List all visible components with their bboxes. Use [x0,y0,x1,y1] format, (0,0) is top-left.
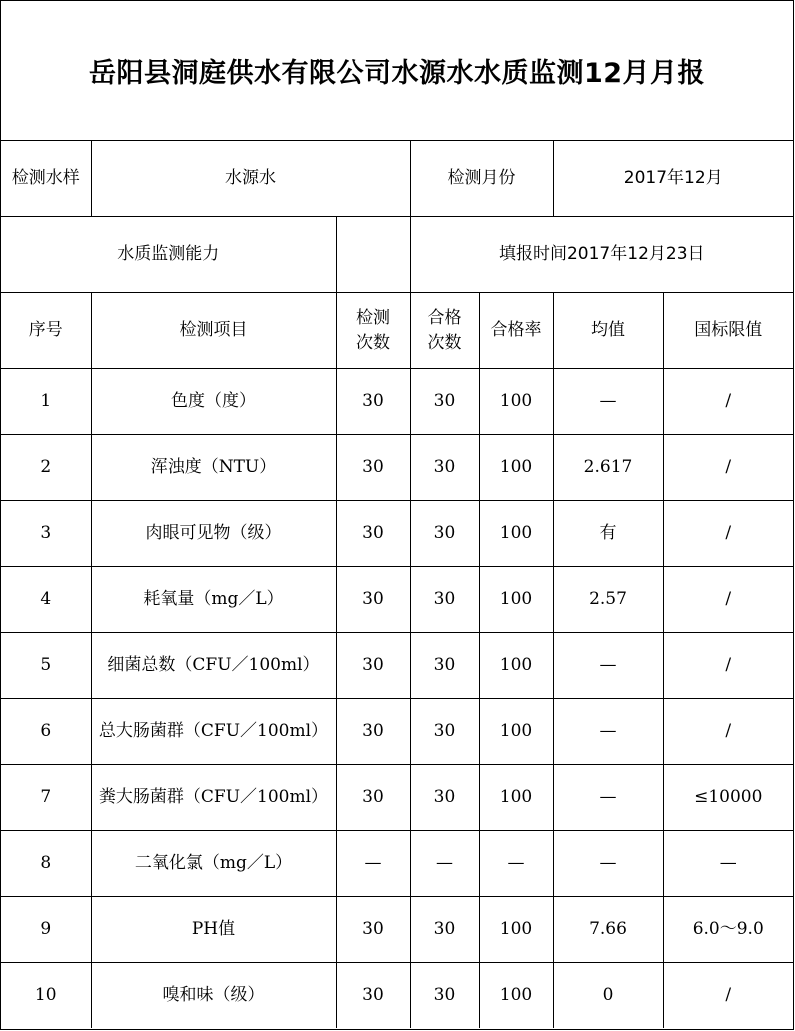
row-limit: — [663,831,793,897]
header-tests-line2: 次数 [356,332,390,353]
row-mean: 有 [553,501,663,567]
row-rate: 100 [479,699,553,765]
row-item: 粪大肠菌群（CFU／100ml） [91,765,336,831]
row-item: 肉眼可见物（级） [91,501,336,567]
row-rate: 100 [479,567,553,633]
row-limit: / [663,501,793,567]
row-mean: — [553,633,663,699]
row-tests: 30 [336,369,410,435]
row-limit: / [663,369,793,435]
header-pass [410,293,479,369]
row-item: 二氧化氯（mg／L） [91,831,336,897]
header-item: 检测项目 [91,293,336,369]
table-row [1,369,793,435]
sample-label: 检测水样 [1,141,91,217]
header-mean: 均值 [553,293,663,369]
table-row [1,765,793,831]
row-item: 细菌总数（CFU／100ml） [91,633,336,699]
info-row-sample [1,141,793,217]
row-mean: 2.57 [553,567,663,633]
row-pass: 30 [410,501,479,567]
row-mean: 0 [553,963,663,1029]
row-mean: — [553,831,663,897]
header-row [1,293,793,369]
header-tests [336,293,410,369]
fill-time: 填报时间2017年12月23日 [410,217,793,293]
row-limit: / [663,435,793,501]
row-tests: 30 [336,501,410,567]
report-title: 岳阳县洞庭供水有限公司水源水水质监测12月月报 [1,1,793,141]
month-value: 2017年12月 [553,141,793,217]
row-mean: 7.66 [553,897,663,963]
row-limit: / [663,699,793,765]
row-tests: 30 [336,963,410,1029]
header-limit: 国标限值 [663,293,793,369]
row-tests: 30 [336,633,410,699]
capability-label: 水质监测能力 [1,217,336,293]
table-row [1,897,793,963]
header-pass-line2: 次数 [427,332,462,353]
row-item: PH值 [91,897,336,963]
row-tests: 30 [336,765,410,831]
row-pass: 30 [410,699,479,765]
row-no: 7 [1,765,91,831]
row-mean: — [553,699,663,765]
row-mean: 2.617 [553,435,663,501]
row-pass: 30 [410,435,479,501]
table-row [1,699,793,765]
row-rate: 100 [479,963,553,1029]
report-table [1,141,793,1028]
row-rate: — [479,831,553,897]
row-mean: — [553,765,663,831]
table-row [1,435,793,501]
header-no: 序号 [1,293,91,369]
row-tests: 30 [336,435,410,501]
row-limit: 6.0～9.0 [663,897,793,963]
row-no: 9 [1,897,91,963]
row-pass: 30 [410,633,479,699]
row-item: 色度（度） [91,369,336,435]
row-tests: 30 [336,699,410,765]
row-mean: — [553,369,663,435]
row-rate: 100 [479,501,553,567]
table-row [1,501,793,567]
sample-value: 水源水 [91,141,410,217]
row-item: 嗅和味（级） [91,963,336,1029]
table-row [1,567,793,633]
row-tests: 30 [336,567,410,633]
row-no: 2 [1,435,91,501]
row-no: 4 [1,567,91,633]
row-pass: 30 [410,369,479,435]
info-row-capability [1,217,793,293]
row-no: 6 [1,699,91,765]
row-no: 3 [1,501,91,567]
row-item: 耗氧量（mg／L） [91,567,336,633]
row-rate: 100 [479,369,553,435]
table-row [1,963,793,1029]
table-row [1,633,793,699]
row-rate: 100 [479,897,553,963]
row-limit: / [663,963,793,1029]
row-rate: 100 [479,435,553,501]
row-tests: 30 [336,897,410,963]
capability-empty-cell [336,217,410,293]
row-pass: 30 [410,963,479,1029]
table-row [1,831,793,897]
row-rate: 100 [479,633,553,699]
row-rate: 100 [479,765,553,831]
row-no: 1 [1,369,91,435]
header-tests-line1: 检测 [356,307,390,328]
row-limit: / [663,567,793,633]
row-no: 5 [1,633,91,699]
month-label: 检测月份 [410,141,553,217]
row-pass: — [410,831,479,897]
row-limit: / [663,633,793,699]
row-pass: 30 [410,567,479,633]
row-pass: 30 [410,765,479,831]
row-item: 浑浊度（NTU） [91,435,336,501]
row-no: 8 [1,831,91,897]
row-limit: ≤10000 [663,765,793,831]
header-pass-rate: 合格率 [479,293,553,369]
row-no: 10 [1,963,91,1029]
row-pass: 30 [410,897,479,963]
row-tests: — [336,831,410,897]
header-pass-line1: 合格 [427,307,462,328]
row-item: 总大肠菌群（CFU／100ml） [91,699,336,765]
